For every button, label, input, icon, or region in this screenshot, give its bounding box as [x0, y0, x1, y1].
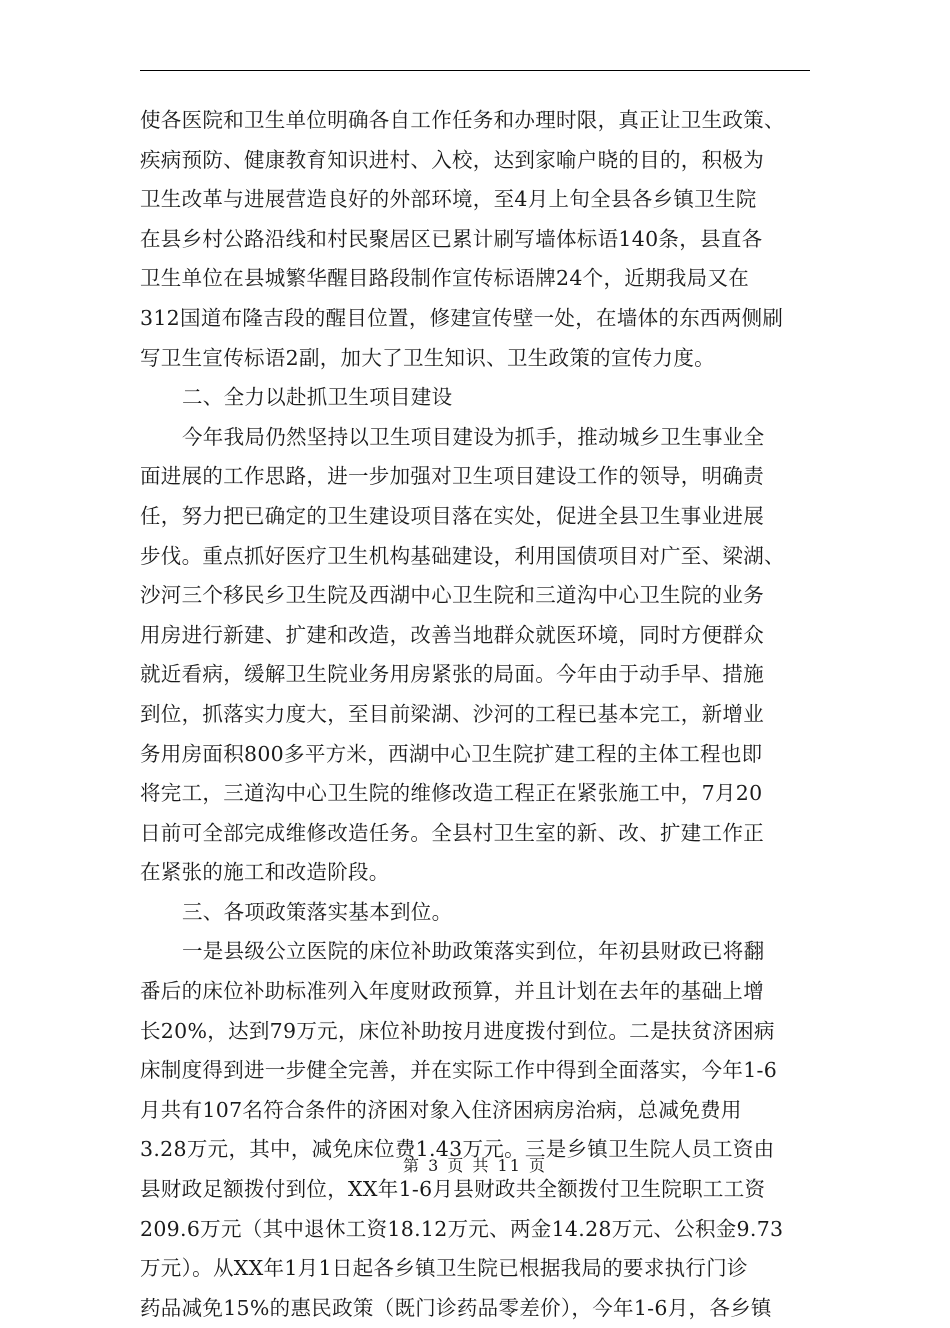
text-line: 床制度得到进一步健全完善，并在实际工作中得到全面落实，今年1-6	[140, 1058, 778, 1083]
text-line: 一是县级公立医院的床位补助政策落实到位，年初县财政已将翻	[182, 939, 765, 964]
text-line: 县财政足额拨付到位，XX年1-6月县财政共全额拨付卫生院职工工资	[140, 1177, 766, 1202]
document-body	[140, 101, 812, 1328]
text-line: 任，努力把已确定的卫生建设项目落在实处，促进全县卫生事业进展	[140, 503, 764, 528]
text-line: 使各医院和卫生单位明确各自工作任务和办理时限，真正让卫生政策、	[140, 108, 785, 132]
text-line: 312国道布隆吉段的醒目位置，修建宣传壁一处，在墙体的东西两侧刷	[140, 305, 784, 330]
text-line: 到位，抓落实力度大，至目前梁湖、沙河的工程已基本完工，新增业	[140, 701, 764, 726]
text-line: 将完工，三道沟中心卫生院的维修改造工程正在紧张施工中，7月20	[140, 781, 763, 806]
text-line: 用房进行新建、扩建和改造，改善当地群众就医环境，同时方便群众	[140, 622, 764, 647]
text-line: 卫生单位在县城繁华醒目路段制作宣传标语牌24个，近期我局又在	[140, 266, 750, 291]
text-line: 步伐。重点抓好医疗卫生机构基础建设，利用国债项目对广至、梁湖、	[140, 543, 785, 568]
page-footer: 第 3 页 共 11 页	[403, 1156, 547, 1175]
text-line: 在县乡村公路沿线和村民聚居区已累计刷写墙体标语140条，县直各	[140, 226, 763, 251]
text-line: 二、全力以赴抓卫生项目建设	[182, 385, 453, 410]
text-line: 三、各项政策落实基本到位。	[182, 899, 453, 924]
text-line: 面进展的工作思路，进一步加强对卫生项目建设工作的领导，明确责	[140, 464, 764, 489]
text-line: 3.28万元，其中，减免床位费1.43万元。三是乡镇卫生院人员工资由	[140, 1137, 775, 1162]
header-rule	[140, 70, 810, 71]
text-line: 今年我局仍然坚持以卫生项目建设为抓手，推动城乡卫生事业全	[182, 424, 765, 449]
text-line: 务用房面积800多平方米，西湖中心卫生院扩建工程的主体工程也即	[140, 741, 763, 766]
text-line: 写卫生宣传标语2副，加大了卫生知识、卫生政策的宣传力度。	[140, 345, 715, 370]
text-line: 番后的床位补助标准列入年度财政预算，并且计划在去年的基础上增	[140, 979, 764, 1004]
text-line: 日前可全部完成维修改造任务。全县村卫生室的新、改、扩建工作正	[140, 820, 764, 845]
text-line: 长20%，达到79万元，床位补助按月进度拨付到位。二是扶贫济困病	[140, 1018, 775, 1043]
text-line: 209.6万元（其中退休工资18.12万元、两金14.28万元、公积金9.73	[140, 1216, 784, 1241]
text-line: 就近看病，缓解卫生院业务用房紧张的局面。今年由于动手早、措施	[140, 662, 764, 687]
text-line: 卫生改革与进展营造良好的外部环境，至4月上旬全县各乡镇卫生院	[140, 187, 757, 212]
text-line: 万元）。从XX年1月1日起各乡镇卫生院已根据我局的要求执行门诊	[140, 1256, 748, 1281]
text-line: 疾病预防、健康教育知识进村、入校，达到家喻户晓的目的，积极为	[140, 147, 764, 172]
text-line: 药品减免15%的惠民政策（既门诊药品零差价），今年1-6月，各乡镇	[140, 1295, 772, 1320]
text-line: 沙河三个移民乡卫生院及西湖中心卫生院和三道沟中心卫生院的业务	[140, 583, 764, 608]
text-line: 月共有107名符合条件的济困对象入住济困病房治病，总减免费用	[140, 1097, 742, 1122]
text-line: 在紧张的施工和改造阶段。	[140, 860, 390, 885]
